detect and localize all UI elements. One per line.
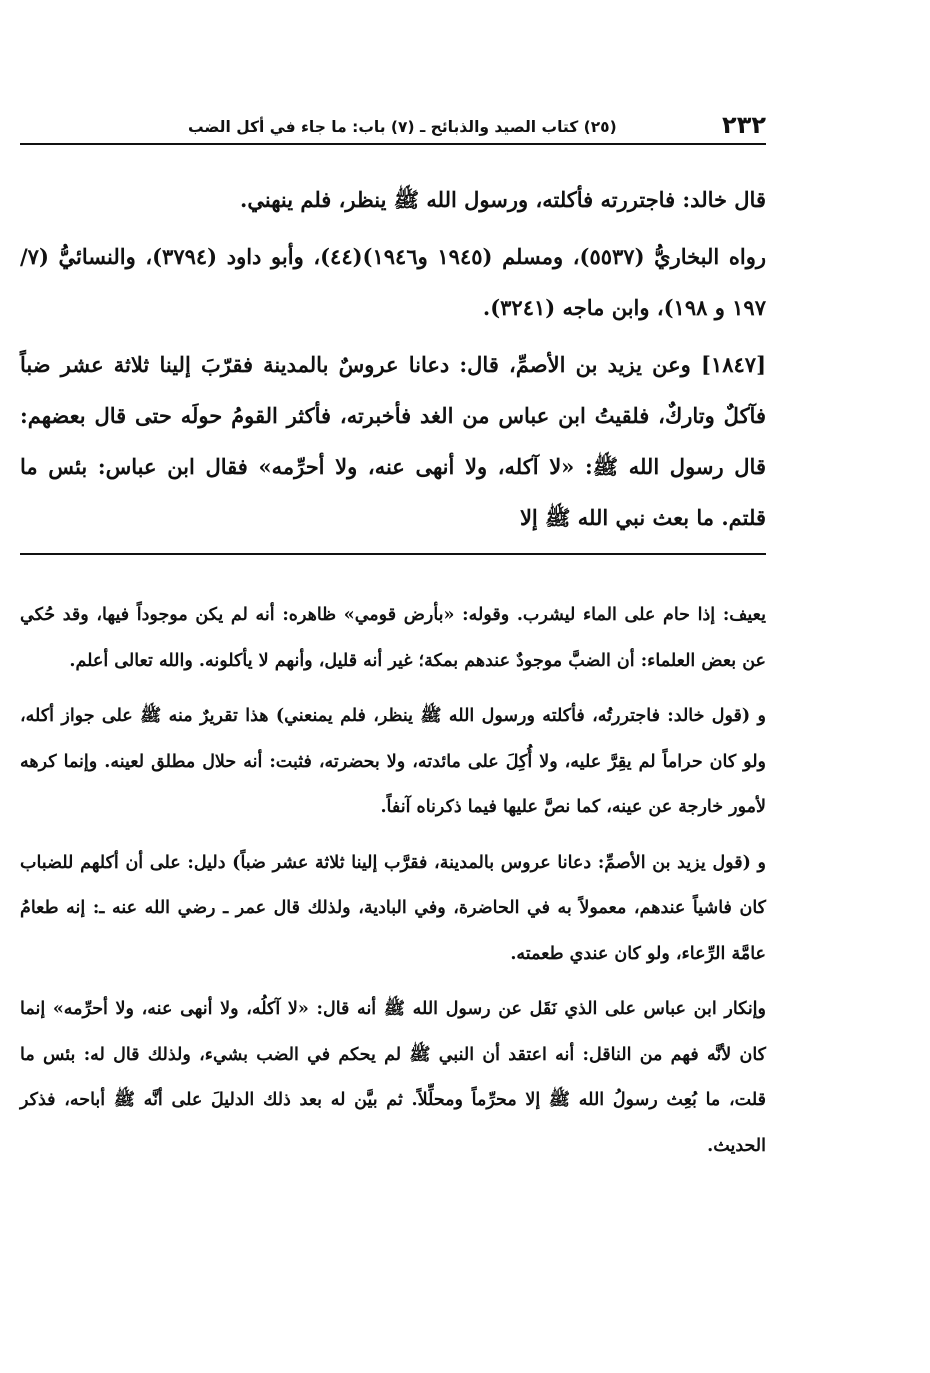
commentary-paragraph: و (قول خالد: فاجتررتُه، فأكلته ورسول الله ﷺ ينظر، فلم يمنعني) هذا تقريرٌ منه ﷺ على جواز أكله، ولو كان حراماً لم يقِرَّ عليه، ولا أُكِلَ على مائدته، ولا بحضرته، فثبت: أنه حلال مطلق لعينه. وإنما كرهه لأمور خارجة عن عينه، كما نصَّ عليها فيما ذكرناه آنفاً.	[20, 706, 766, 817]
main-paragraph: [١٨٤٧] وعن يزيد بن الأصمِّ، قال: دعانا عروسٌ بالمدينة فقرّبَ إلينا ثلاثة عشر ضباً فآكلٌ وتاركٌ، فلقيتُ ابن عباس من الغد فأخبرته، فأكثر القومُ حولَه حتى قال بعضهم: قال رسول الله ﷺ: «لا آكله، ولا أنهى عنه، ولا أحرِّمه» فقال ابن عباس: بئس ما قلتم. ما بعث نبي الله ﷺ إلا	[20, 352, 766, 530]
commentary-text	[20, 593, 766, 1169]
main-paragraph: رواه البخاريُّ (٥٥٣٧)، ومسلم (١٩٤٥ و١٩٤٦)(٤٤)، وأبو داود (٣٧٩٤)، والنسائيُّ (٧/ ١٩٧ و ١٩٨)، وابن ماجه (٣٢٤١).	[20, 244, 767, 320]
commentary-paragraph: يعيف: إذا حام على الماء ليشرب. وقوله: «بأرض قومي» ظاهره: أنه لم يكن موجوداً فيها، وقد حُكي عن بعض العلماء: أن الضبَّ موجودٌ عندهم بمكة؛ غير أنه قليل، وأنهم لا يأكلونه. والله تعالى أعلم.	[20, 605, 766, 671]
commentary-paragraph: وإنكار ابن عباس على الذي نَقَل عن رسول الله ﷺ أنه قال: «لا آكلُه، ولا أنهى عنه، ولا أحرِّمه» إنما كان لأنَّه فهم من الناقل: أنه اعتقد أن النبي ﷺ لم يحكم في الضب بشيء، ولذلك قال له: بئس ما قلت، ما بُعِث رسولُ الله ﷺ إلا محرِّماً ومحلِّلاً. ثم بيَّن له بعد ذلك الدليلَ على أنَّه ﷺ أباحه، فذكر الحديث.	[20, 999, 766, 1156]
commentary-paragraph: و (قول يزيد بن الأصمِّ: دعانا عروس بالمدينة، فقرَّب إلينا ثلاثة عشر ضباً) دليل: على أن أكلهم للضباب كان فاشياً عندهم، معمولاً به في الحاضرة، وفي البادية، ولذلك قال عمر ـ رضي الله عنه ـ: إنه طعامُ عامَّة الرِّعاء، ولو كان عندي طعمته.	[20, 852, 766, 964]
book-page	[20, 0, 766, 1373]
hadith-text	[20, 174, 766, 543]
page-number: ٢٣٢	[722, 111, 766, 139]
section-divider	[20, 553, 766, 555]
page-header	[20, 105, 766, 145]
running-title: (٢٥) كتاب الصيد والذبائح ـ (٧) باب: ما جاء في أكل الضب	[188, 118, 617, 136]
main-paragraph: قال خالد: فاجتررته فأكلته، ورسول الله ﷺ ينظر، فلم ينهني.	[240, 187, 766, 212]
